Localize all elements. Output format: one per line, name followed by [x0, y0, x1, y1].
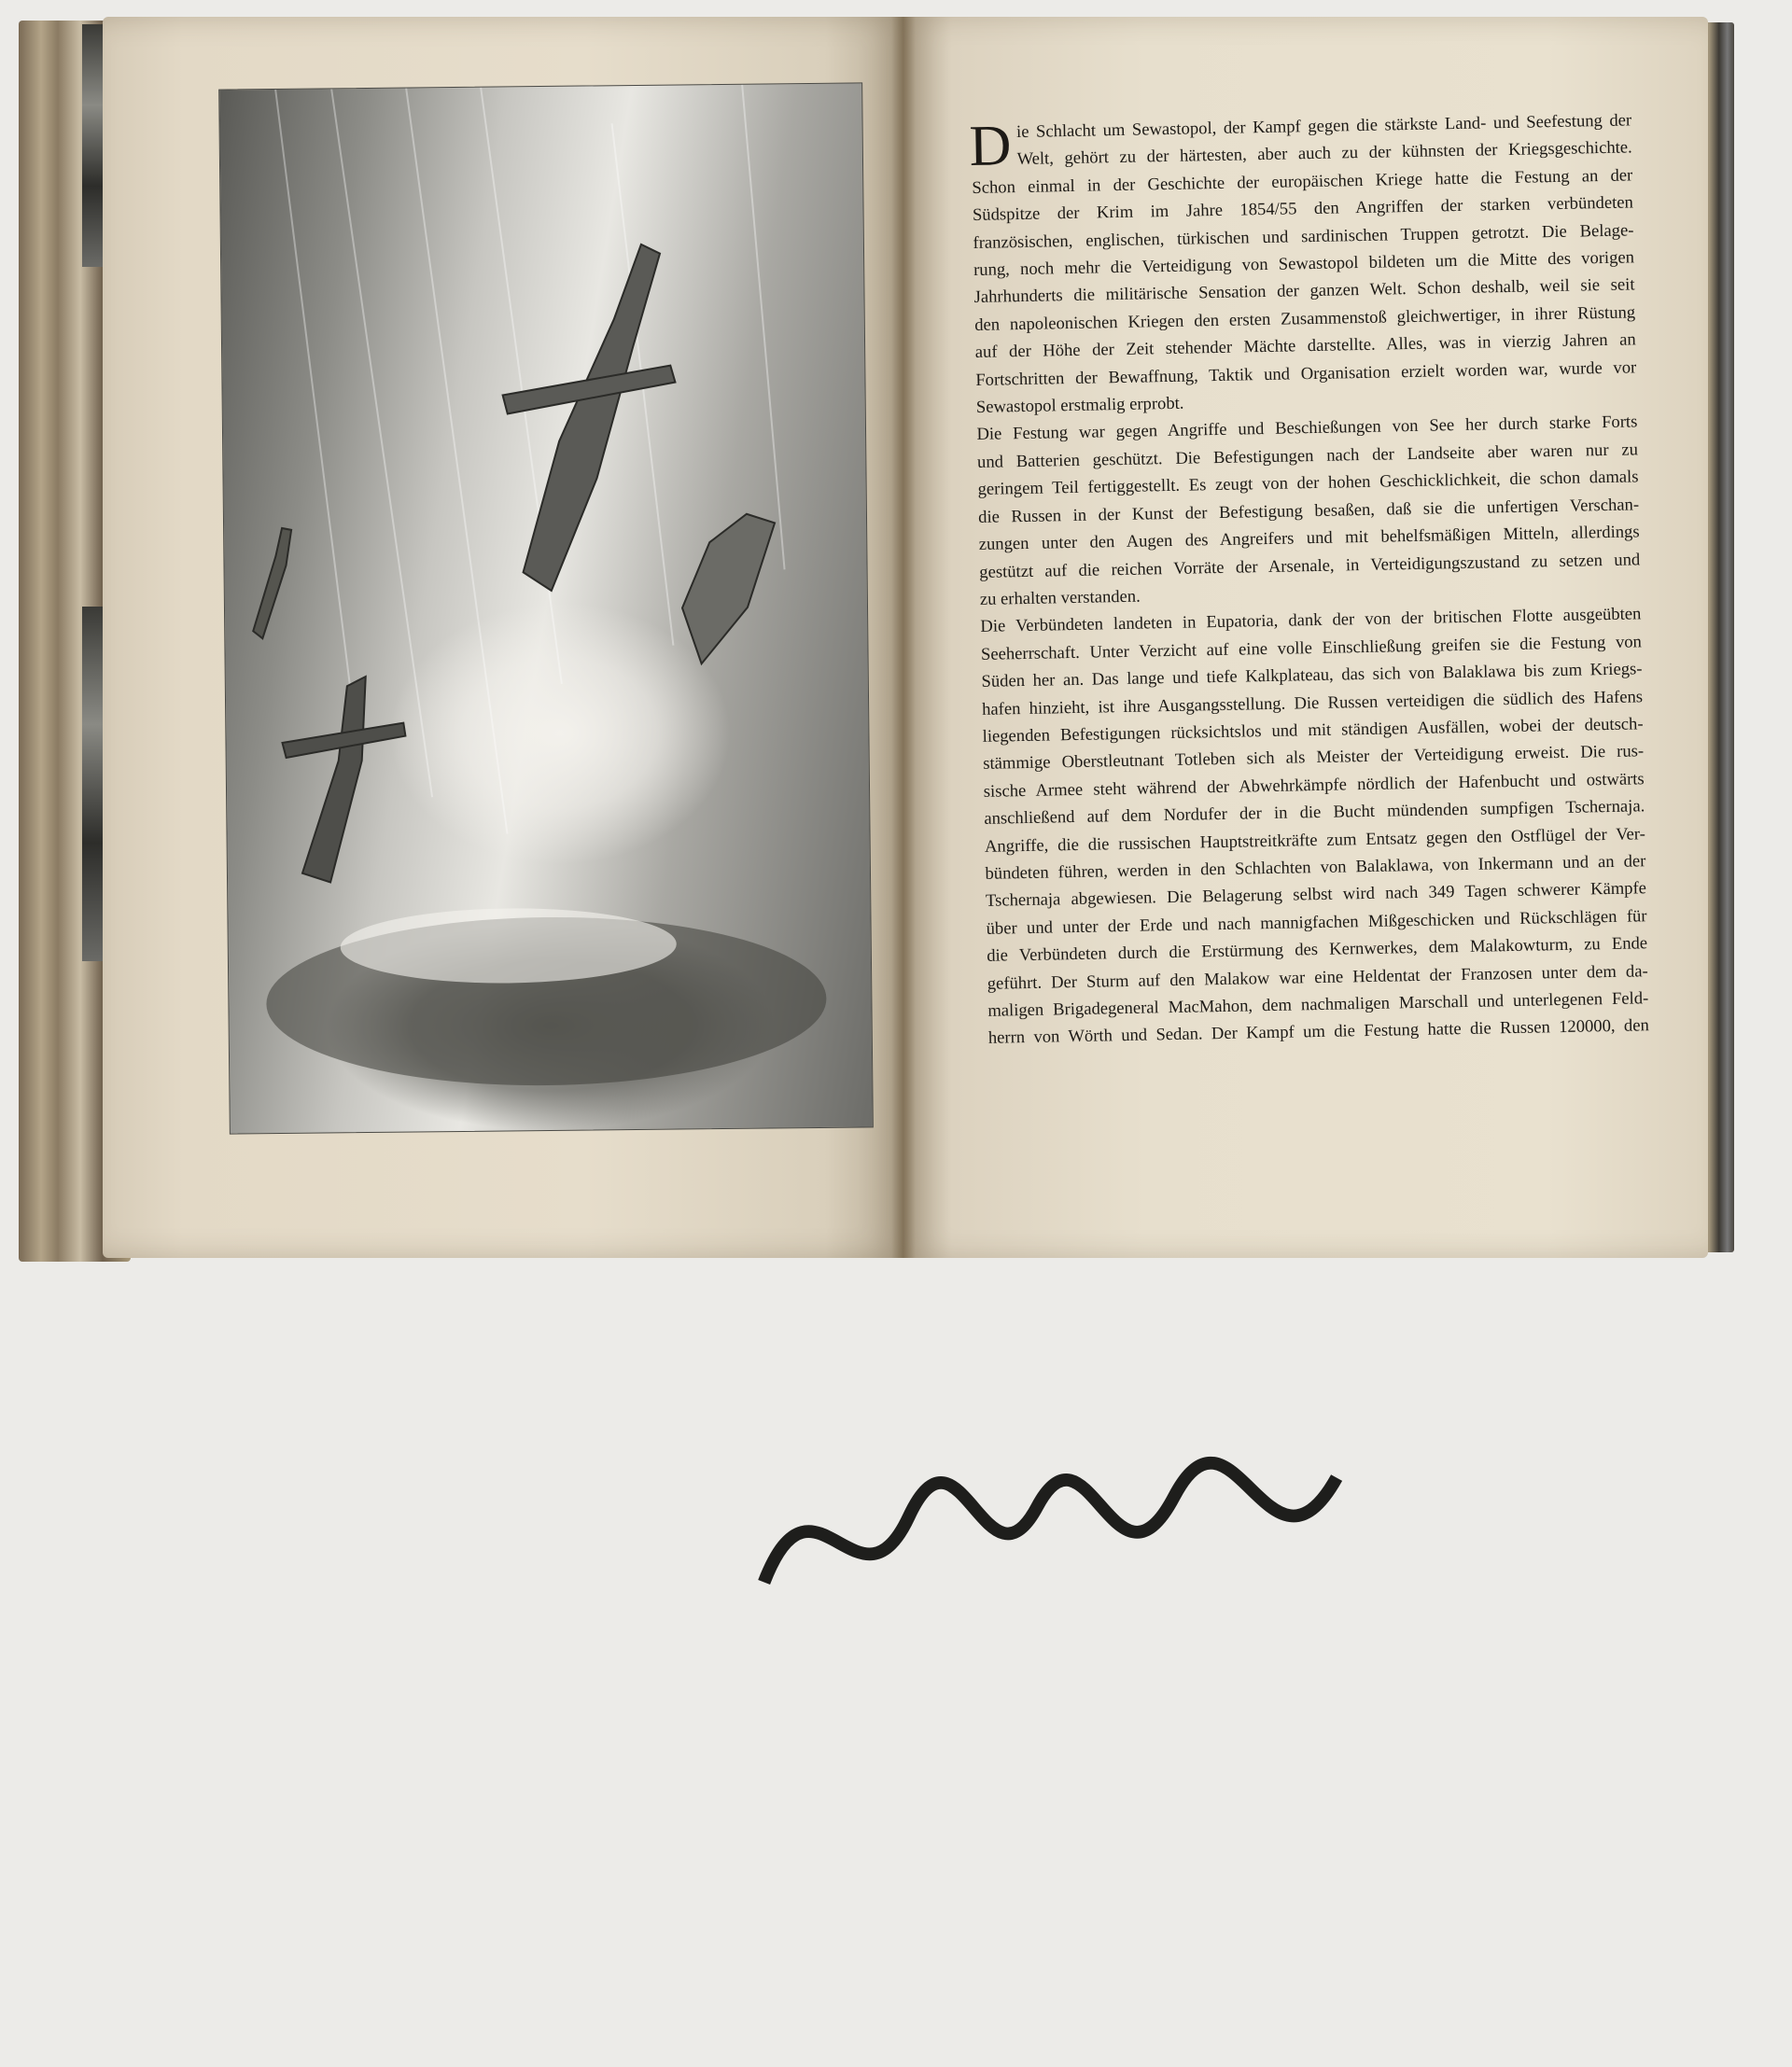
body-text	[968, 106, 1649, 1052]
text-line: Südspitze der Krim im Jahre 1854/55 den Angriffen der starken verbündeten	[972, 192, 1634, 226]
text-line: gestützt auf die reichen Vorräte der Arsenale, in Verteidigungszustand zu setzen und	[979, 549, 1641, 582]
paragraph-1	[968, 106, 1637, 421]
text-line: geführt. Der Sturm auf den Malakow war eine Heldentat der Franzosen unter dem da-	[987, 960, 1648, 994]
dive-bomber-illustration	[218, 82, 874, 1134]
text-line: Sewastopol erstmalig erprobt.	[975, 393, 1184, 418]
text-line: Welt, gehört zu der härtesten, aber auch zu der kühnsten der Kriegsgeschichte.	[1016, 137, 1632, 170]
illustration-drawing	[219, 83, 873, 1133]
drop-cap: D	[968, 114, 1012, 179]
text-line: Die Verbündeten landeten in Eupatoria, dank der von der britischen Flotte ausgeübten	[980, 604, 1642, 637]
text-line: Angriffe, die die russischen Hauptstreitkräfte zum Entsatz gegen den Ostflügel der Ver-	[984, 823, 1646, 857]
text-line: zungen unter den Augen des Angreifers und mit behelfsmäßigen Mitteln, allerdings	[978, 522, 1640, 555]
text-line: Schon einmal in der Geschichte der europäischen Kriege hatte die Festung an der	[972, 165, 1633, 198]
text-line: Süden her an. Das lange und tiefe Kalkplateau, das sich von Balaklawa bis zum Kriegs-	[981, 659, 1643, 692]
aircraft-main	[501, 244, 678, 592]
falling-bomb	[681, 513, 777, 663]
text-line: anschließend auf dem Nordufer der in die Bucht mündenden sumpfigen Tschernaja.	[984, 796, 1645, 830]
text-line: Die Festung war gegen Angriffe und Beschießungen von See her durch starke Forts	[976, 412, 1638, 445]
text-line: maligen Brigadegeneral MacMahon, dem nachmaligen Marschall und unterlegenen Feld-	[987, 988, 1649, 1021]
artist-signature	[724, 1016, 865, 1065]
text-line: rung, noch mehr die Verteidigung von Sewastopol bildeten um die Mitte des vorigen	[973, 247, 1635, 280]
text-line: hafen hinzieht, ist ihre Ausgangsstellung. Die Russen verteidigen die südlich des Hafens	[981, 686, 1644, 719]
text-line: auf der Höhe der Zeit stehender Mächte darstellte. Alles, was in vierzig Jahren an	[974, 329, 1636, 363]
text-line: französischen, englischen, türkischen und sardinischen Truppen getrotzt. Die Belage-	[973, 220, 1634, 253]
text-line: über und unter der Erde und nach mannigfachen Mißgeschicken und Rückschlägen für	[986, 906, 1647, 939]
text-line: stämmige Oberstleutnant Totleben sich als Meister der Verteidigung erweist. Die rus-	[983, 741, 1645, 775]
text-line: liegenden Befestigungen rücksichtslos und mit ständigen Ausfällen, wobei der deutsch-	[982, 714, 1644, 747]
text-line: und Batterien geschützt. Die Befestigungen nach der Landseite aber waren nur zu	[976, 440, 1639, 472]
text-line: Jahrhunderts die militärische Sensation der ganzen Welt. Schon deshalb, weil sie seit	[973, 274, 1635, 308]
aircraft-small	[252, 528, 292, 638]
text-line: geringem Teil fertiggestellt. Es zeugt von der hohen Geschicklichkeit, die schon damals	[977, 467, 1639, 500]
text-line: die Russen in der Kunst der Befestigung besaßen, daß sie die unfertigen Verschan-	[977, 495, 1640, 527]
text-line: herrn von Wörth und Sedan. Der Kampf um die Festung hatte die Russen 120000, den	[987, 1015, 1649, 1049]
text-line: Tschernaja abgewiesen. Die Belagerung selbst wird nach 349 Tagen schwerer Kämpfe	[985, 878, 1647, 912]
text-line: Fortschritten der Bewaffnung, Taktik und Organisation erzielt worden war, wurde vor	[975, 357, 1637, 390]
aircraft-lower	[282, 677, 407, 883]
text-line: bündeten führen, werden in den Schlachten von Balaklawa, von Inkermann und an der	[985, 851, 1646, 884]
paragraph-3	[980, 601, 1649, 1053]
text-line: den napoleonischen Kriegen den ersten Zusammenstoß gleichwertiger, in ihrer Rüstung	[974, 302, 1636, 335]
paragraph-2	[976, 409, 1641, 613]
text-line: ie Schlacht um Sewastopol, der Kampf gegen die stärkste Land- und Seefestung der	[1015, 110, 1632, 143]
text-line: sische Armee steht während der Abwehrkämpfe nördlich der Hafenbucht und ostwärts	[983, 769, 1645, 802]
text-line: Seeherrschaft. Unter Verzicht auf eine volle Einschließung greifen sie die Festung von	[980, 632, 1643, 664]
text-line: zu erhalten verstanden.	[979, 586, 1141, 609]
text-line: die Verbündeten durch die Erstürmung des Kernwerkes, dem Malakowturm, zu Ende	[987, 933, 1648, 967]
